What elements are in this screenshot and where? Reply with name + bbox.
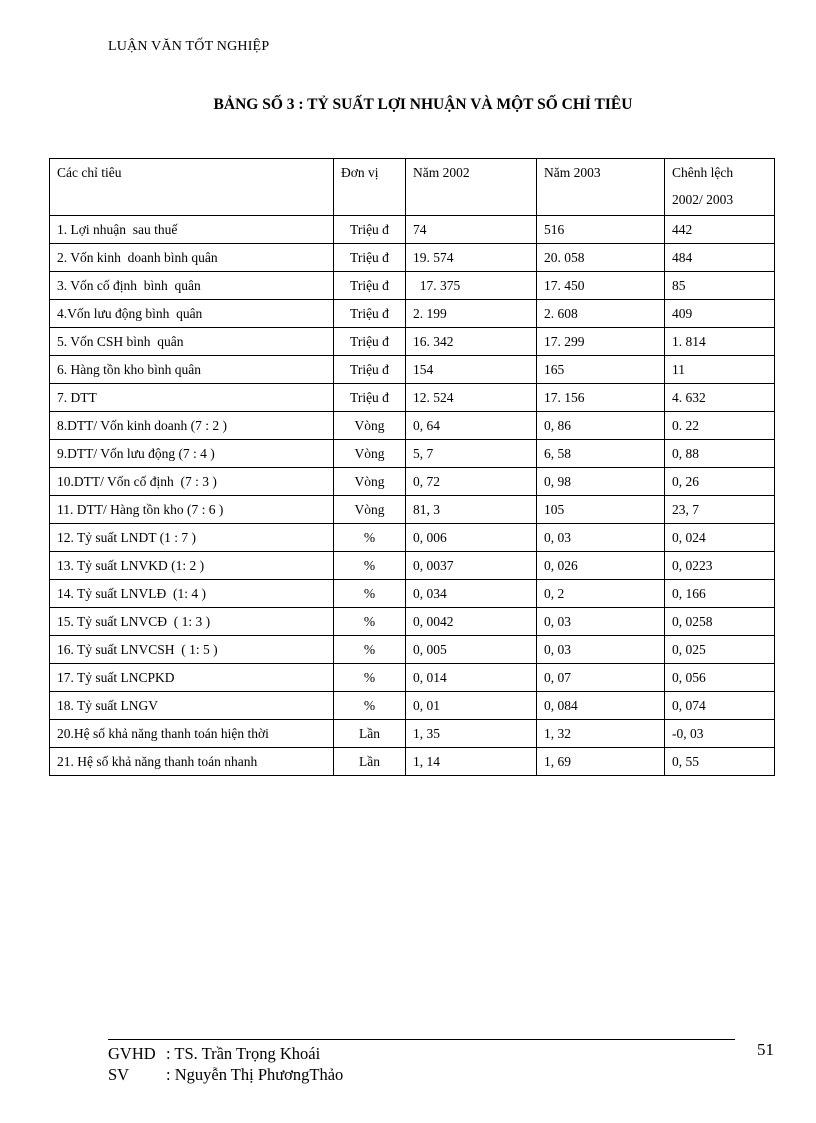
indicator-cell: 8.DTT/ Vốn kinh doanh (7 : 2 ) (50, 412, 334, 440)
year-2003-cell: 0, 03 (537, 636, 665, 664)
table-row (50, 748, 775, 776)
supervisor-label: GVHD (108, 1044, 156, 1063)
year-2002-cell: 12. 524 (406, 384, 537, 412)
indicator-cell: 15. Tỷ suất LNVCĐ ( 1: 3 ) (50, 608, 334, 636)
header-unit: Đơn vị (334, 159, 406, 216)
year-2003-cell: 17. 299 (537, 328, 665, 356)
table-row (50, 636, 775, 664)
header-indicator: Các chỉ tiêu (50, 159, 334, 216)
year-2003-cell: 1, 32 (537, 720, 665, 748)
difference-cell: 4. 632 (665, 384, 775, 412)
unit-cell: Vòng (334, 496, 406, 524)
unit-cell: % (334, 552, 406, 580)
indicator-cell: 17. Tỷ suất LNCPKD (50, 664, 334, 692)
year-2002-cell: 0, 72 (406, 468, 537, 496)
year-2002-cell: 1, 14 (406, 748, 537, 776)
header-difference: Chênh lệch 2002/ 2003 (665, 159, 775, 216)
year-2003-cell: 0, 084 (537, 692, 665, 720)
table-row (50, 552, 775, 580)
indicator-cell: 14. Tỷ suất LNVLĐ (1: 4 ) (50, 580, 334, 608)
supervisor-name: : TS. Trần Trọng Khoái (166, 1044, 321, 1063)
difference-cell: 0, 166 (665, 580, 775, 608)
footer-divider (108, 1039, 735, 1040)
year-2002-cell: 0, 0042 (406, 608, 537, 636)
unit-cell: % (334, 524, 406, 552)
table-row (50, 440, 775, 468)
year-2003-cell: 105 (537, 496, 665, 524)
indicator-cell: 12. Tỷ suất LNDT (1 : 7 ) (50, 524, 334, 552)
unit-cell: % (334, 664, 406, 692)
indicator-cell: 18. Tỷ suất LNGV (50, 692, 334, 720)
year-2003-cell: 516 (537, 216, 665, 244)
unit-cell: % (334, 580, 406, 608)
table-row (50, 384, 775, 412)
year-2002-cell: 0, 64 (406, 412, 537, 440)
difference-cell: -0, 03 (665, 720, 775, 748)
unit-cell: % (334, 636, 406, 664)
table-row (50, 244, 775, 272)
year-2002-cell: 0, 034 (406, 580, 537, 608)
indicator-cell: 3. Vốn cố định bình quân (50, 272, 334, 300)
year-2002-cell: 0, 006 (406, 524, 537, 552)
difference-cell: 0, 0258 (665, 608, 775, 636)
difference-cell: 23, 7 (665, 496, 775, 524)
year-2003-cell: 17. 156 (537, 384, 665, 412)
difference-cell: 0, 074 (665, 692, 775, 720)
indicator-cell: 4.Vốn lưu động bình quân (50, 300, 334, 328)
table-row (50, 328, 775, 356)
year-2003-cell: 0, 03 (537, 608, 665, 636)
year-2002-cell: 1, 35 (406, 720, 537, 748)
table-row (50, 580, 775, 608)
difference-cell: 0. 22 (665, 412, 775, 440)
year-2003-cell: 0, 07 (537, 664, 665, 692)
table-row (50, 356, 775, 384)
year-2002-cell: 0, 014 (406, 664, 537, 692)
year-2002-cell: 154 (406, 356, 537, 384)
table-header-row (50, 159, 775, 216)
difference-cell: 0, 024 (665, 524, 775, 552)
year-2003-cell: 6, 58 (537, 440, 665, 468)
table-row (50, 300, 775, 328)
student-name: : Nguyễn Thị PhươngThảo (166, 1065, 344, 1084)
table-row (50, 216, 775, 244)
difference-cell: 0, 26 (665, 468, 775, 496)
unit-cell: Lần (334, 748, 406, 776)
table-row (50, 468, 775, 496)
difference-cell: 0, 0223 (665, 552, 775, 580)
year-2003-cell: 0, 86 (537, 412, 665, 440)
year-2003-cell: 0, 2 (537, 580, 665, 608)
table-row (50, 412, 775, 440)
indicator-cell: 1. Lợi nhuận sau thuế (50, 216, 334, 244)
indicator-cell: 20.Hệ số khả năng thanh toán hiện thời (50, 720, 334, 748)
unit-cell: Triệu đ (334, 356, 406, 384)
difference-cell: 409 (665, 300, 775, 328)
table-title: BẢNG SỐ 3 : TỶ SUẤT LỢI NHUẬN VÀ MỘT SỐ CHỈ TIÊU (213, 96, 633, 113)
year-2002-cell: 0, 01 (406, 692, 537, 720)
unit-cell: % (334, 608, 406, 636)
running-header: LUẬN VĂN TỐT NGHIỆP (108, 39, 270, 54)
year-2003-cell: 2. 608 (537, 300, 665, 328)
difference-cell: 0, 88 (665, 440, 775, 468)
unit-cell: % (334, 692, 406, 720)
difference-cell: 0, 55 (665, 748, 775, 776)
table-row (50, 272, 775, 300)
table-row (50, 524, 775, 552)
year-2003-cell: 0, 98 (537, 468, 665, 496)
indicator-cell: 2. Vốn kinh doanh bình quân (50, 244, 334, 272)
year-2002-cell: 2. 199 (406, 300, 537, 328)
student-label: SV (108, 1065, 130, 1084)
unit-cell: Triệu đ (334, 244, 406, 272)
year-2003-cell: 0, 026 (537, 552, 665, 580)
indicators-table (49, 158, 775, 776)
unit-cell: Vòng (334, 440, 406, 468)
difference-cell: 484 (665, 244, 775, 272)
year-2003-cell: 0, 03 (537, 524, 665, 552)
unit-cell: Triệu đ (334, 216, 406, 244)
year-2002-cell: 74 (406, 216, 537, 244)
indicator-cell: 5. Vốn CSH bình quân (50, 328, 334, 356)
table-row (50, 496, 775, 524)
year-2002-cell: 0, 005 (406, 636, 537, 664)
unit-cell: Triệu đ (334, 328, 406, 356)
year-2002-cell: 0, 0037 (406, 552, 537, 580)
indicator-cell: 16. Tỷ suất LNVCSH ( 1: 5 ) (50, 636, 334, 664)
footer (108, 1043, 343, 1085)
table-row (50, 664, 775, 692)
difference-cell: 85 (665, 272, 775, 300)
unit-cell: Lần (334, 720, 406, 748)
page-number: 51 (757, 1040, 774, 1059)
unit-cell: Triệu đ (334, 300, 406, 328)
difference-cell: 442 (665, 216, 775, 244)
unit-cell: Vòng (334, 468, 406, 496)
indicator-cell: 21. Hệ số khả năng thanh toán nhanh (50, 748, 334, 776)
unit-cell: Triệu đ (334, 272, 406, 300)
difference-cell: 0, 025 (665, 636, 775, 664)
difference-cell: 1. 814 (665, 328, 775, 356)
unit-cell: Vòng (334, 412, 406, 440)
year-2002-cell: 16. 342 (406, 328, 537, 356)
year-2002-cell: 81, 3 (406, 496, 537, 524)
year-2003-cell: 1, 69 (537, 748, 665, 776)
difference-cell: 0, 056 (665, 664, 775, 692)
year-2002-cell: 17. 375 (406, 272, 537, 300)
difference-cell: 11 (665, 356, 775, 384)
table-row (50, 608, 775, 636)
indicator-cell: 6. Hàng tồn kho bình quân (50, 356, 334, 384)
year-2002-cell: 19. 574 (406, 244, 537, 272)
table-row (50, 692, 775, 720)
table-row (50, 720, 775, 748)
year-2003-cell: 20. 058 (537, 244, 665, 272)
indicator-cell: 9.DTT/ Vốn lưu động (7 : 4 ) (50, 440, 334, 468)
header-year-2003: Năm 2003 (537, 159, 665, 216)
indicator-cell: 13. Tỷ suất LNVKD (1: 2 ) (50, 552, 334, 580)
indicator-cell: 10.DTT/ Vốn cố định (7 : 3 ) (50, 468, 334, 496)
unit-cell: Triệu đ (334, 384, 406, 412)
year-2003-cell: 17. 450 (537, 272, 665, 300)
header-year-2002: Năm 2002 (406, 159, 537, 216)
year-2003-cell: 165 (537, 356, 665, 384)
year-2002-cell: 5, 7 (406, 440, 537, 468)
indicator-cell: 11. DTT/ Hàng tồn kho (7 : 6 ) (50, 496, 334, 524)
indicator-cell: 7. DTT (50, 384, 334, 412)
